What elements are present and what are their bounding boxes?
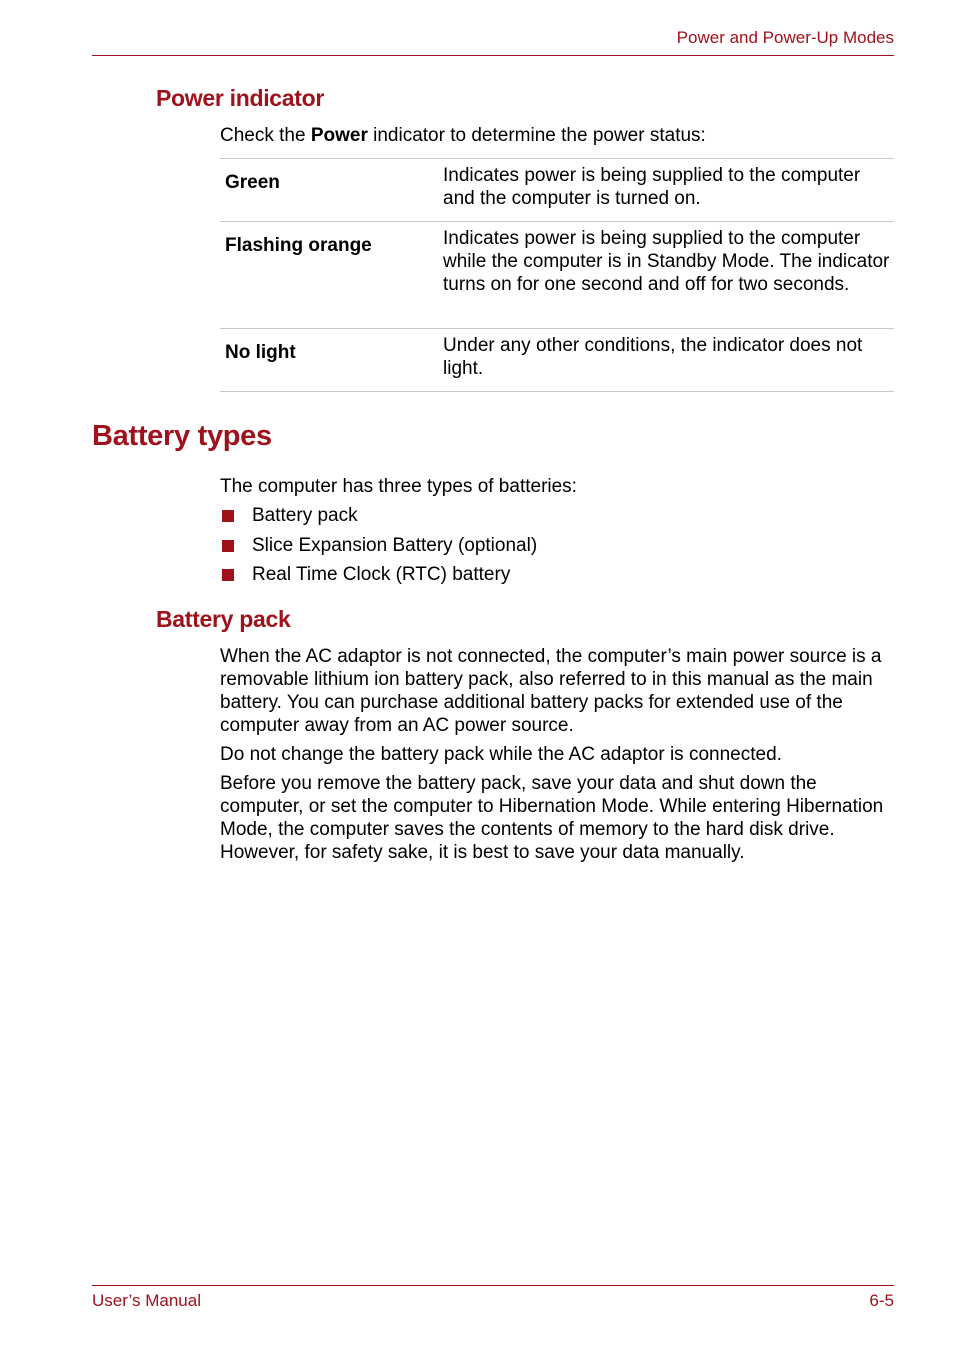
battery-pack-paragraph: Do not change the battery pack while the AC adaptor is connected. xyxy=(220,744,782,765)
square-bullet-icon xyxy=(222,510,234,522)
power-indicator-intro xyxy=(220,124,894,147)
list-item-label: Slice Expansion Battery (optional) xyxy=(252,534,538,556)
list-item-label: Real Time Clock (RTC) battery xyxy=(252,564,511,585)
intro-text-bold: Power xyxy=(310,125,368,146)
battery-types-list xyxy=(220,503,537,592)
status-term: Flashing orange xyxy=(220,222,434,329)
status-description: Under any other conditions, the indicator does not light. xyxy=(434,329,894,392)
list-item xyxy=(220,562,537,592)
square-bullet-icon xyxy=(222,540,234,552)
battery-types-intro: The computer has three types of batteries: xyxy=(220,476,577,497)
status-term: Green xyxy=(220,159,434,222)
table-row xyxy=(220,329,894,392)
square-bullet-icon xyxy=(222,569,234,581)
list-item xyxy=(220,503,537,533)
battery-pack-paragraph: When the AC adaptor is not connected, the computer’s main power source is a removable lithium ion battery pack, also referred to in this manual as the main battery. You can purchase additional battery packs for extended use of the computer away from an AC power source. xyxy=(220,646,882,736)
status-term: No light xyxy=(220,329,434,392)
table-row xyxy=(220,159,894,222)
battery-pack-heading: Battery pack xyxy=(156,606,291,632)
intro-text-after: indicator to determine the power status: xyxy=(367,125,706,146)
battery-pack-paragraph: Before you remove the battery pack, save your data and shut down the computer, or set the computer to Hibernation Mode. While entering Hibernation Mode, the computer saves the contents of memory to the hard disk drive. However, for safety sake, it is best to save your data manually. xyxy=(220,773,884,863)
footer-manual-title: User’s Manual xyxy=(92,1291,201,1310)
table-row xyxy=(220,222,894,329)
list-item-label: Battery pack xyxy=(252,505,358,526)
status-description: Indicates power is being supplied to the computer while the computer is in Standby Mode. The indicator turns on for one second and off for two seconds. xyxy=(434,222,894,329)
page-number: 6-5 xyxy=(869,1291,894,1310)
running-header: Power and Power-Up Modes xyxy=(676,28,894,47)
battery-types-heading: Battery types xyxy=(92,420,272,452)
power-status-table xyxy=(220,158,894,392)
intro-text-before: Check the xyxy=(220,125,311,146)
header-rule xyxy=(92,55,894,56)
status-description: Indicates power is being supplied to the computer and the computer is turned on. xyxy=(434,159,894,222)
power-indicator-heading: Power indicator xyxy=(156,85,325,111)
footer-rule xyxy=(92,1285,894,1286)
list-item xyxy=(220,533,537,563)
